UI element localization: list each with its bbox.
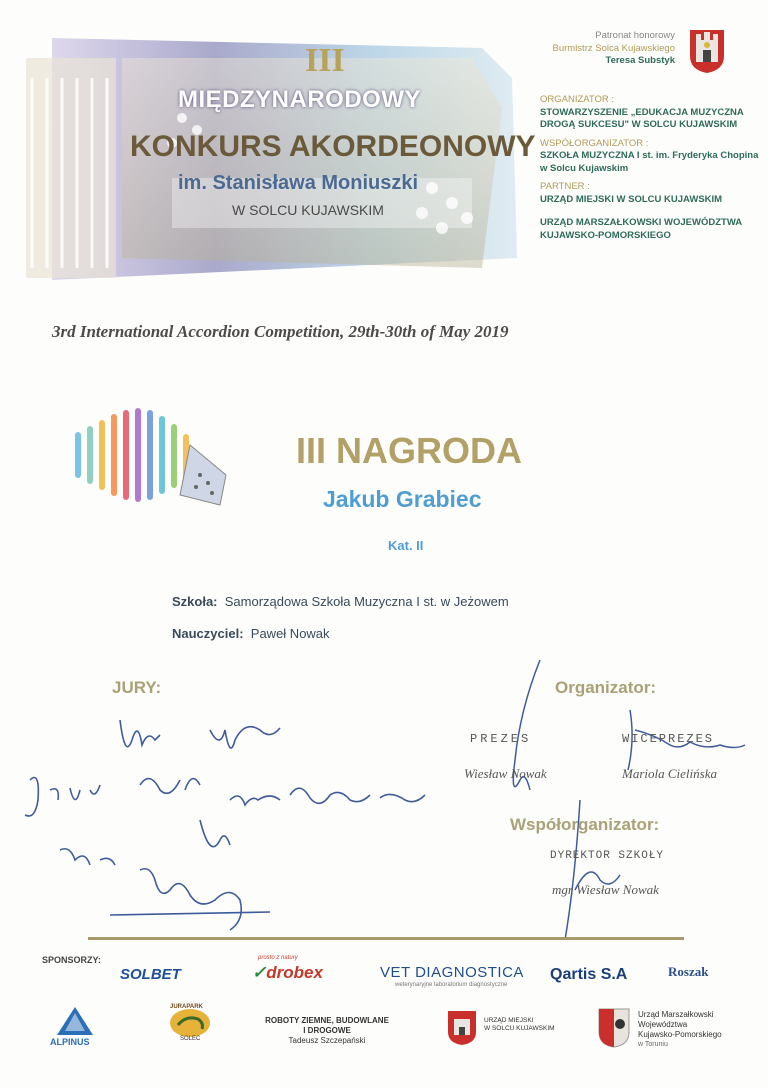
patronage-name: Teresa Substyk <box>605 55 675 66</box>
urzad-marszalkowski-label <box>638 1010 722 1050</box>
sponsors-heading: SPONSORZY: <box>42 955 101 965</box>
solbet-logo <box>120 966 181 983</box>
prezes-title: PREZES <box>470 732 532 746</box>
partner-line-2: URZĄD MARSZAŁKOWSKI WOJEWÓDZTWA <box>540 217 743 228</box>
category: Kat. II <box>388 538 424 553</box>
solec-coat-of-arms-icon <box>688 28 726 74</box>
organizer-line-2: DROGĄ SUKCESU" W SOLCU KUJAWSKIM <box>540 119 738 130</box>
patronage-role: Burmistrz Solca Kujawskiego <box>552 42 675 54</box>
vice-president-name: Mariola Cielińska <box>622 766 717 781</box>
teacher-value: Paweł Nowak <box>250 626 330 641</box>
accordion-logo-icon <box>70 405 230 510</box>
organizer-label: ORGANIZATOR : <box>540 94 615 105</box>
urzad-w-line-2: Województwa <box>638 1020 688 1029</box>
coorganizer-line-2: w Solcu Kujawskim <box>540 162 629 174</box>
patronage-label: Patronat honorowy <box>595 30 675 41</box>
organizer-heading: Organizator: <box>555 678 657 697</box>
organizers-block <box>540 94 760 242</box>
drobex-text: drobex <box>266 963 323 982</box>
coorganizer-label: WSPÓŁORGANIZATOR : <box>540 137 649 149</box>
coorganizer-heading: Współorganizator: <box>510 815 660 834</box>
school-row <box>172 594 509 609</box>
alpinus-mountain-icon <box>55 1005 95 1037</box>
urzad-w-line-1: Urząd Marszałkowski <box>638 1010 714 1019</box>
roboty-ziemne-logo <box>262 1016 392 1046</box>
director-title: DYREKTOR SZKOŁY <box>550 850 665 862</box>
roboty-line-3: Tadeusz Szczepański <box>288 1036 366 1045</box>
urzad-miejski-crest-icon <box>447 1010 477 1046</box>
urzad-marszalkowski-crest-icon <box>598 1008 630 1048</box>
prezes-name: Wiesław Nowak <box>464 766 547 781</box>
drobex-tagline: prosto z natury <box>258 955 298 961</box>
urzad-miejski-line-2: W SOLCU KUJAWSKIM <box>484 1025 555 1032</box>
english-subtitle: 3rd International Accordion Competition, 29th-30th of May 2019 <box>52 322 509 341</box>
roboty-line-1: ROBOTY ZIEMNE, BUDOWLANE <box>265 1016 389 1025</box>
edition-numeral: III <box>305 42 345 79</box>
coorganizer-line-1: SZKOŁA MUZYCZNA I st. im. Fryderyka Chopina <box>540 150 759 161</box>
roboty-line-2: I DROGOWE <box>303 1026 351 1035</box>
school-value: Samorządowa Szkoła Muzyczna I st. w Jeżowem <box>224 594 509 609</box>
vice-president-title: WICEPREZES <box>622 732 715 746</box>
urzad-miejski-label <box>484 1017 555 1033</box>
award-title: III NAGRODA <box>296 430 523 471</box>
banner-line-patron: im. Stanisława Moniuszki <box>178 172 419 194</box>
vet-diagnostica-logo: VET DIAGNOSTICA <box>380 964 524 981</box>
organizer-signatures-image <box>480 650 768 950</box>
partner-line-1: URZĄD MIEJSKI W SOLCU KUJAWSKIM <box>540 193 723 205</box>
jurapark-sublabel: SOLEC <box>180 1036 201 1042</box>
banner-line-location: W SOLCU KUJAWSKIM <box>232 202 384 218</box>
organizer-line-1: STOWARZYSZENIE „EDUKACJA MUZYCZNA <box>540 106 744 118</box>
patronage-block <box>545 30 675 68</box>
director-name: mgr Wiesław Nowak <box>552 882 659 897</box>
urzad-w-line-3: Kujawsko-Pomorskiego <box>638 1030 722 1039</box>
drobex-logo: ✓drobex <box>252 963 323 982</box>
school-label: Szkoła: <box>172 594 218 609</box>
jury-heading: JURY: <box>112 678 162 697</box>
divider-line <box>88 937 684 940</box>
jurapark-label: JURAPARK <box>170 1004 203 1010</box>
vet-diagnostica-subtitle: weterynaryjne laboratorium diagnostyczne <box>395 982 508 988</box>
qartis-text: Qartis S.A <box>550 966 628 983</box>
alpinus-label: ALPINUS <box>50 1037 90 1047</box>
jury-signatures-image <box>20 700 440 940</box>
banner-line-international: MIĘDZYNARODOWY <box>178 86 421 113</box>
winner-name: Jakub Grabiec <box>323 486 482 512</box>
urzad-w-line-4: w Toruniu <box>638 1041 668 1048</box>
teacher-row <box>172 626 330 641</box>
qartis-logo <box>550 966 627 984</box>
urzad-miejski-line-1: URZĄD MIEJSKI <box>484 1017 534 1024</box>
roszak-text: Roszak <box>668 964 709 979</box>
solbet-text: SOLBET <box>120 966 181 983</box>
teacher-label: Nauczyciel: <box>172 626 244 641</box>
partner-line-3: KUJAWSKO-POMORSKIEGO <box>540 229 671 241</box>
banner-line-competition: KONKURS AKORDEONOWY <box>130 130 536 163</box>
jurapark-dinosaur-icon <box>168 1005 213 1040</box>
partner-label: PARTNER : <box>540 181 590 192</box>
roszak-logo <box>668 964 708 980</box>
